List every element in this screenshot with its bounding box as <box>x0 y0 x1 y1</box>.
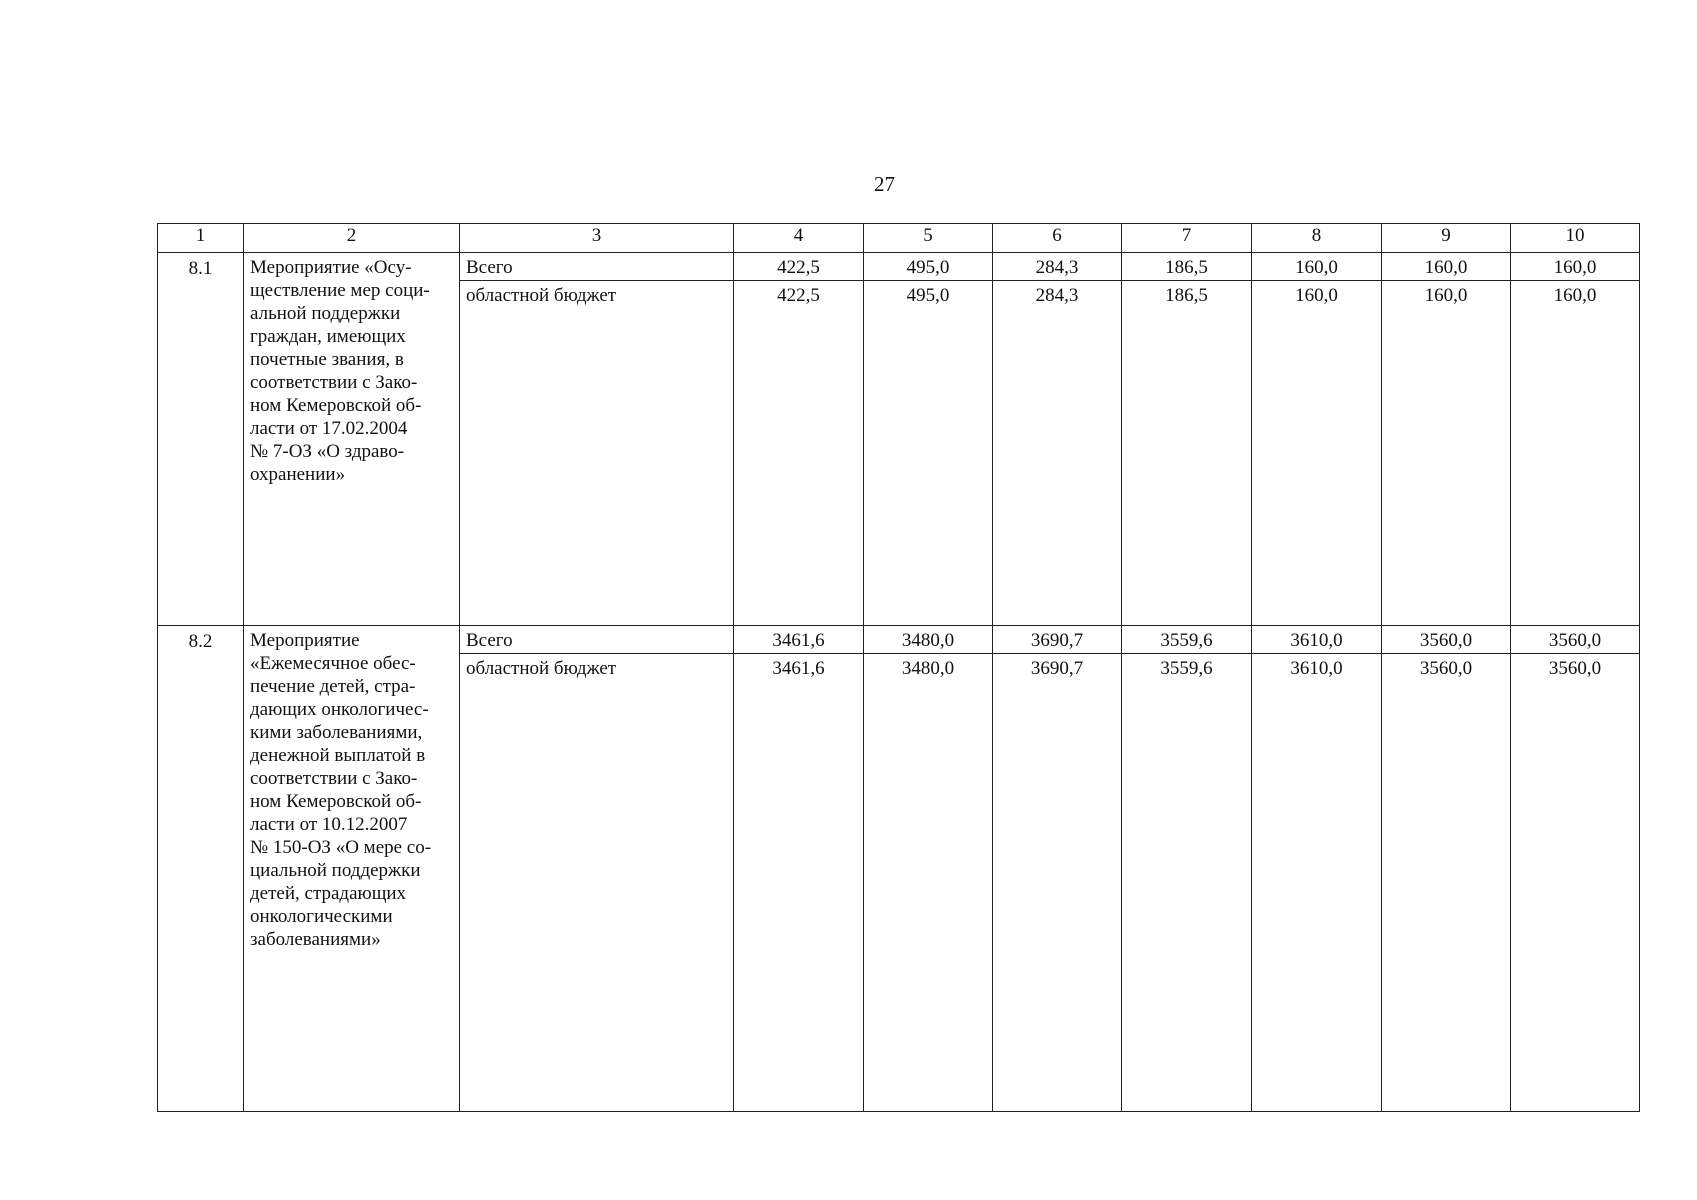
value-cell: 3559,6 <box>1122 626 1252 654</box>
value-cell: 422,5 <box>734 253 864 281</box>
column-header: 9 <box>1382 224 1511 253</box>
value-cell: 3690,7 <box>993 626 1122 654</box>
description-line: ном Кемеровской об- <box>250 395 422 416</box>
item-description <box>244 253 460 626</box>
value-cell: 3461,6 <box>734 626 864 654</box>
description-line: денежной выплатой в <box>250 745 426 766</box>
item-number: 8.2 <box>158 626 244 1112</box>
column-header: 5 <box>864 224 993 253</box>
value-cell: 3461,6 <box>734 654 864 1112</box>
description-line: кими заболеваниями, <box>250 722 423 743</box>
page-number: 27 <box>874 172 895 196</box>
value-cell: 3560,0 <box>1382 626 1511 654</box>
value-cell: 3480,0 <box>864 626 993 654</box>
description-line: «Ежемесячное обес- <box>250 653 416 674</box>
value-cell: 3610,0 <box>1252 626 1382 654</box>
funding-table <box>157 223 1640 1112</box>
value-cell: 3559,6 <box>1122 654 1252 1112</box>
description-line: ласти от 10.12.2007 <box>250 814 408 835</box>
table-row <box>158 626 1640 654</box>
funding-source: Всего <box>460 253 734 281</box>
value-cell: 495,0 <box>864 281 993 626</box>
funding-source: областной бюджет <box>460 654 734 1112</box>
column-header: 10 <box>1511 224 1640 253</box>
value-cell: 160,0 <box>1511 281 1640 626</box>
description-line: почетные звания, в <box>250 349 404 370</box>
description-line: № 7-ОЗ «О здраво- <box>250 441 405 462</box>
value-cell: 160,0 <box>1252 281 1382 626</box>
description-line: № 150-ОЗ «О мере со- <box>250 837 432 858</box>
value-cell: 160,0 <box>1382 281 1511 626</box>
item-number: 8.1 <box>158 253 244 626</box>
value-cell: 3560,0 <box>1511 626 1640 654</box>
column-header: 2 <box>244 224 460 253</box>
column-header: 4 <box>734 224 864 253</box>
description-line: онкологическими <box>250 906 393 927</box>
value-cell: 160,0 <box>1511 253 1640 281</box>
value-cell: 3610,0 <box>1252 654 1382 1112</box>
description-line: печение детей, стра- <box>250 676 416 697</box>
description-line: ном Кемеровской об- <box>250 791 422 812</box>
value-cell: 284,3 <box>993 253 1122 281</box>
description-line: охранении» <box>250 464 346 485</box>
funding-source: Всего <box>460 626 734 654</box>
column-header: 6 <box>993 224 1122 253</box>
table-row <box>158 253 1640 281</box>
value-cell: 186,5 <box>1122 281 1252 626</box>
description-line: соответствии с Зако- <box>250 372 418 393</box>
value-cell: 186,5 <box>1122 253 1252 281</box>
value-cell: 495,0 <box>864 253 993 281</box>
description-line: альной поддержки <box>250 303 401 324</box>
funding-source: областной бюджет <box>460 281 734 626</box>
description-line: граждан, имеющих <box>250 326 406 347</box>
value-cell: 284,3 <box>993 281 1122 626</box>
description-line: Мероприятие «Осу- <box>250 257 412 278</box>
column-header: 8 <box>1252 224 1382 253</box>
column-header: 3 <box>460 224 734 253</box>
value-cell: 160,0 <box>1252 253 1382 281</box>
value-cell: 3560,0 <box>1382 654 1511 1112</box>
column-number-header-row <box>158 224 1640 253</box>
description-line: заболеваниями» <box>250 929 381 950</box>
value-cell: 3560,0 <box>1511 654 1640 1112</box>
value-cell: 160,0 <box>1382 253 1511 281</box>
description-line: ществление мер соци- <box>250 280 430 301</box>
description-line: Мероприятие <box>250 630 360 651</box>
description-line: соответствии с Зако- <box>250 768 418 789</box>
value-cell: 3690,7 <box>993 654 1122 1112</box>
column-header: 7 <box>1122 224 1252 253</box>
description-line: детей, страдающих <box>250 883 406 904</box>
description-line: дающих онкологичес- <box>250 699 429 720</box>
description-line: ласти от 17.02.2004 <box>250 418 408 439</box>
item-description <box>244 626 460 1112</box>
description-line: циальной поддержки <box>250 860 421 881</box>
column-header: 1 <box>158 224 244 253</box>
value-cell: 422,5 <box>734 281 864 626</box>
value-cell: 3480,0 <box>864 654 993 1112</box>
